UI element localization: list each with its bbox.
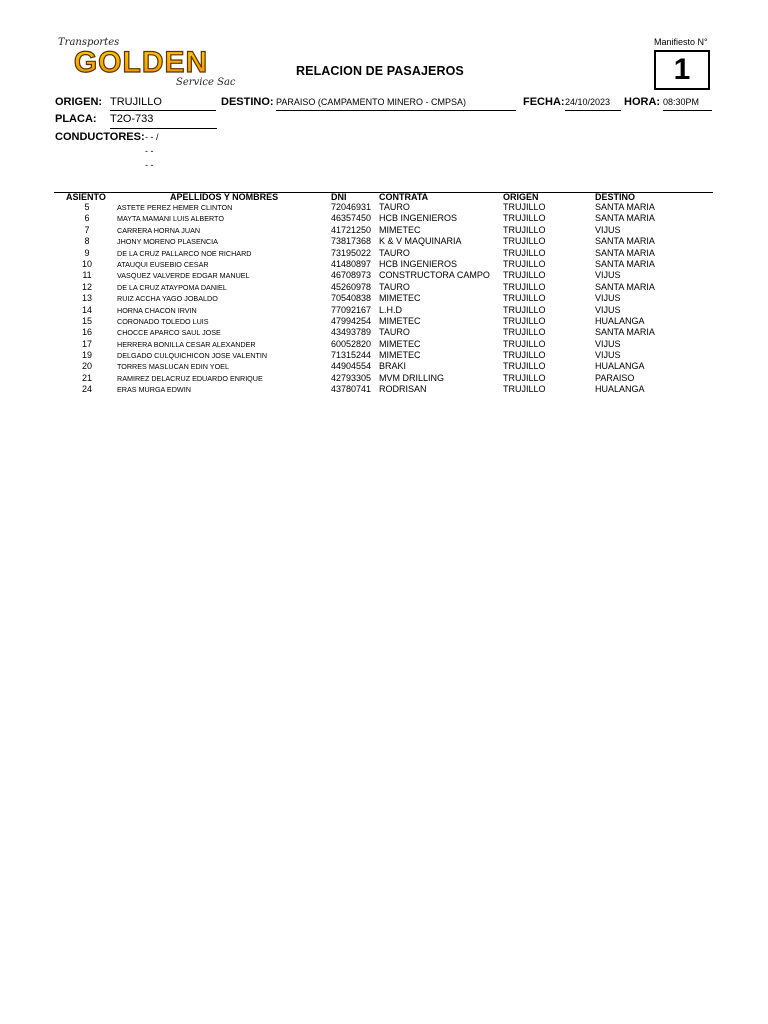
passenger-destino: SANTA MARIA	[595, 247, 655, 258]
table-row	[0, 236, 768, 247]
manifest-label: Manifiesto N°	[654, 37, 708, 47]
table-row	[0, 361, 768, 372]
destino-value: PARAISO (CAMPAMENTO MINERO - CMPSA)	[276, 97, 516, 111]
col-header-origen: ORIGEN	[503, 192, 539, 202]
passenger-destino: SANTA MARIA	[595, 213, 655, 224]
passenger-destino: SANTA MARIA	[595, 236, 655, 247]
passenger-dni: 43493789	[331, 327, 372, 338]
passenger-dni: 73195022	[331, 247, 372, 258]
conductor-2: - -	[145, 146, 154, 156]
passenger-name: ERAS MURGA EDWIN	[117, 385, 191, 395]
seat-number: 21	[81, 372, 92, 383]
table-row	[0, 384, 768, 395]
passenger-origen: TRUJILLO	[503, 270, 546, 281]
placa-label: PLACA:	[55, 113, 97, 125]
passenger-contrata: MIMETEC	[379, 338, 421, 349]
logo-bottom-script: Service Sac	[176, 77, 236, 88]
passenger-origen: TRUJILLO	[503, 293, 546, 304]
seat-number: 17	[81, 338, 92, 349]
company-logo	[54, 34, 236, 88]
table-row	[0, 270, 768, 281]
passenger-destino: HUALANGA	[595, 361, 645, 372]
passenger-name: MAYTA MAMANI LUIS ALBERTO	[117, 214, 224, 224]
passenger-origen: TRUJILLO	[503, 213, 546, 224]
seat-number: 13	[81, 293, 92, 304]
passenger-contrata: CONSTRUCTORA CAMPO	[379, 270, 490, 281]
passenger-destino: VIJUS	[595, 224, 621, 235]
passenger-destino: SANTA MARIA	[595, 281, 655, 292]
table-row	[0, 248, 768, 259]
passenger-contrata: BRAKI	[379, 361, 407, 372]
hora-value: 08:30PM	[663, 97, 712, 111]
logo-brand: GOLDEN	[73, 46, 209, 79]
passenger-name: TORRES MASLUCAN EDIN YOEL	[117, 362, 229, 372]
seat-number: 15	[81, 315, 92, 326]
table-row	[0, 327, 768, 338]
passenger-destino: HUALANGA	[595, 315, 645, 326]
passenger-dni: 46357450	[331, 213, 372, 224]
passenger-contrata: L.H.D	[379, 304, 403, 315]
passenger-contrata: MIMETEC	[379, 315, 421, 326]
passenger-dni: 73817368	[331, 236, 372, 247]
origen-value: TRUJILLO	[110, 96, 216, 111]
passenger-contrata: MIMETEC	[379, 293, 421, 304]
table-row	[0, 282, 768, 293]
passenger-origen: TRUJILLO	[503, 202, 546, 212]
passenger-origen: TRUJILLO	[503, 315, 546, 326]
passenger-origen: TRUJILLO	[503, 361, 546, 372]
col-header-contrata: CONTRATA	[379, 192, 429, 202]
passenger-name: JHONY MORENO PLASENCIA	[117, 237, 218, 247]
passenger-contrata: HCB INGENIEROS	[379, 213, 458, 224]
passenger-contrata: TAURO	[379, 281, 410, 292]
seat-number: 24	[81, 384, 92, 395]
passenger-origen: TRUJILLO	[503, 247, 546, 258]
table-row	[0, 225, 768, 236]
placa-value: T2O-733	[110, 113, 217, 129]
passenger-dni: 72046931	[331, 202, 372, 212]
seat-number: 14	[81, 304, 92, 315]
passenger-destino: SANTA MARIA	[595, 202, 655, 212]
conductor-1: - - /	[145, 132, 159, 142]
seat-number: 5	[84, 202, 90, 212]
table-row	[0, 373, 768, 384]
passenger-destino: VIJUS	[595, 304, 621, 315]
passenger-name: DE LA CRUZ PALLARCO NOE RICHARD	[117, 248, 252, 258]
passenger-contrata: MIMETEC	[379, 350, 421, 361]
passenger-name: RUIZ ACCHA YAGO JOBALDO	[117, 294, 218, 304]
table-row	[0, 350, 768, 361]
passenger-contrata: MIMETEC	[379, 224, 421, 235]
destino-label: DESTINO:	[221, 96, 274, 108]
passenger-contrata: MVM DRILLING	[379, 372, 445, 383]
col-header-nombres: APELLIDOS Y NOMBRES	[170, 192, 279, 202]
seat-number: 9	[84, 247, 90, 258]
passenger-destino: VIJUS	[595, 293, 621, 304]
origen-label: ORIGEN:	[55, 96, 103, 108]
passenger-dni: 46708973	[331, 270, 372, 281]
passenger-dni: 60052820	[331, 338, 372, 349]
col-header-dni: DNI	[331, 192, 347, 202]
passenger-dni: 43780741	[331, 384, 372, 395]
manifest-number: 1	[673, 53, 691, 86]
hora-label: HORA:	[624, 96, 661, 108]
col-header-destino: DESTINO	[595, 192, 636, 202]
passenger-dni: 45260978	[331, 281, 372, 292]
passenger-destino: PARAISO	[595, 372, 635, 383]
passenger-contrata: TAURO	[379, 327, 410, 338]
fecha-label: FECHA:	[523, 96, 565, 108]
passenger-table-body	[0, 202, 768, 396]
passenger-name: CARRERA HORNA JUAN	[117, 225, 201, 235]
passenger-dni: 77092167	[331, 304, 372, 315]
passenger-name: HERRERA BONILLA CESAR ALEXANDER	[117, 339, 256, 349]
passenger-destino: VIJUS	[595, 270, 621, 281]
seat-number: 16	[81, 327, 92, 338]
seat-number: 20	[81, 361, 92, 372]
conductores-label: CONDUCTORES:	[55, 131, 145, 143]
passenger-origen: TRUJILLO	[503, 224, 546, 235]
passenger-contrata: TAURO	[379, 202, 410, 212]
passenger-dni: 70540838	[331, 293, 372, 304]
seat-number: 10	[81, 258, 92, 269]
passenger-dni: 42793305	[331, 372, 372, 383]
passenger-origen: TRUJILLO	[503, 350, 546, 361]
passenger-origen: TRUJILLO	[503, 384, 546, 395]
passenger-origen: TRUJILLO	[503, 338, 546, 349]
seat-number: 19	[81, 350, 92, 361]
passenger-name: HORNA CHACON IRVIN	[117, 305, 197, 315]
passenger-dni: 71315244	[331, 350, 372, 361]
passenger-destino: VIJUS	[595, 350, 621, 361]
seat-number: 7	[84, 224, 90, 235]
seat-number: 6	[84, 213, 90, 224]
passenger-name: VASQUEZ VALVERDE EDGAR MANUEL	[117, 271, 250, 281]
passenger-dni: 47994254	[331, 315, 372, 326]
table-row	[0, 316, 768, 327]
passenger-destino: VIJUS	[595, 338, 621, 349]
passenger-name: ATAUQUI EUSEBIO CESAR	[117, 259, 209, 269]
passenger-contrata: HCB INGENIEROS	[379, 258, 458, 269]
seat-number: 11	[82, 270, 92, 281]
passenger-contrata: RODRISAN	[379, 384, 427, 395]
passenger-contrata: TAURO	[379, 247, 410, 258]
passenger-origen: TRUJILLO	[503, 236, 546, 247]
passenger-origen: TRUJILLO	[503, 281, 546, 292]
passenger-contrata: K & V MAQUINARIA	[379, 236, 462, 247]
passenger-name: RAMIREZ DELACRUZ EDUARDO ENRIQUE	[117, 373, 263, 383]
seat-number: 8	[84, 236, 90, 247]
manifest-number-box	[654, 50, 710, 90]
passenger-name: ASTETE PEREZ HEMER CLINTON	[117, 203, 233, 212]
passenger-origen: TRUJILLO	[503, 304, 546, 315]
passenger-destino: HUALANGA	[595, 384, 645, 395]
passenger-dni: 44904554	[331, 361, 372, 372]
passenger-destino: SANTA MARIA	[595, 258, 655, 269]
table-row	[0, 339, 768, 350]
table-row	[0, 305, 768, 316]
col-header-asiento: ASIENTO	[66, 192, 106, 202]
conductor-3: - -	[145, 160, 154, 170]
fecha-value: 24/10/2023	[565, 97, 621, 111]
passenger-origen: TRUJILLO	[503, 258, 546, 269]
table-row	[0, 202, 768, 213]
passenger-name: CORONADO TOLEDO LUIS	[117, 316, 209, 326]
passenger-name: DE LA CRUZ ATAYPOMA DANIEL	[117, 282, 227, 292]
passenger-origen: TRUJILLO	[503, 372, 546, 383]
table-row	[0, 293, 768, 304]
passenger-origen: TRUJILLO	[503, 327, 546, 338]
logo-top-script: Transportes	[58, 37, 120, 48]
passenger-dni: 41480897	[331, 258, 372, 269]
table-row	[0, 213, 768, 224]
table-row	[0, 259, 768, 270]
passenger-dni: 41721250	[331, 224, 372, 235]
passenger-name: DELGADO CULQUICHICON JOSE VALENTIN	[117, 351, 268, 361]
passenger-destino: SANTA MARIA	[595, 327, 655, 338]
passenger-name: CHOCCE APARCO SAUL JOSE	[117, 328, 221, 338]
seat-number: 12	[81, 281, 92, 292]
page-title: RELACION DE PASAJEROS	[296, 64, 464, 78]
